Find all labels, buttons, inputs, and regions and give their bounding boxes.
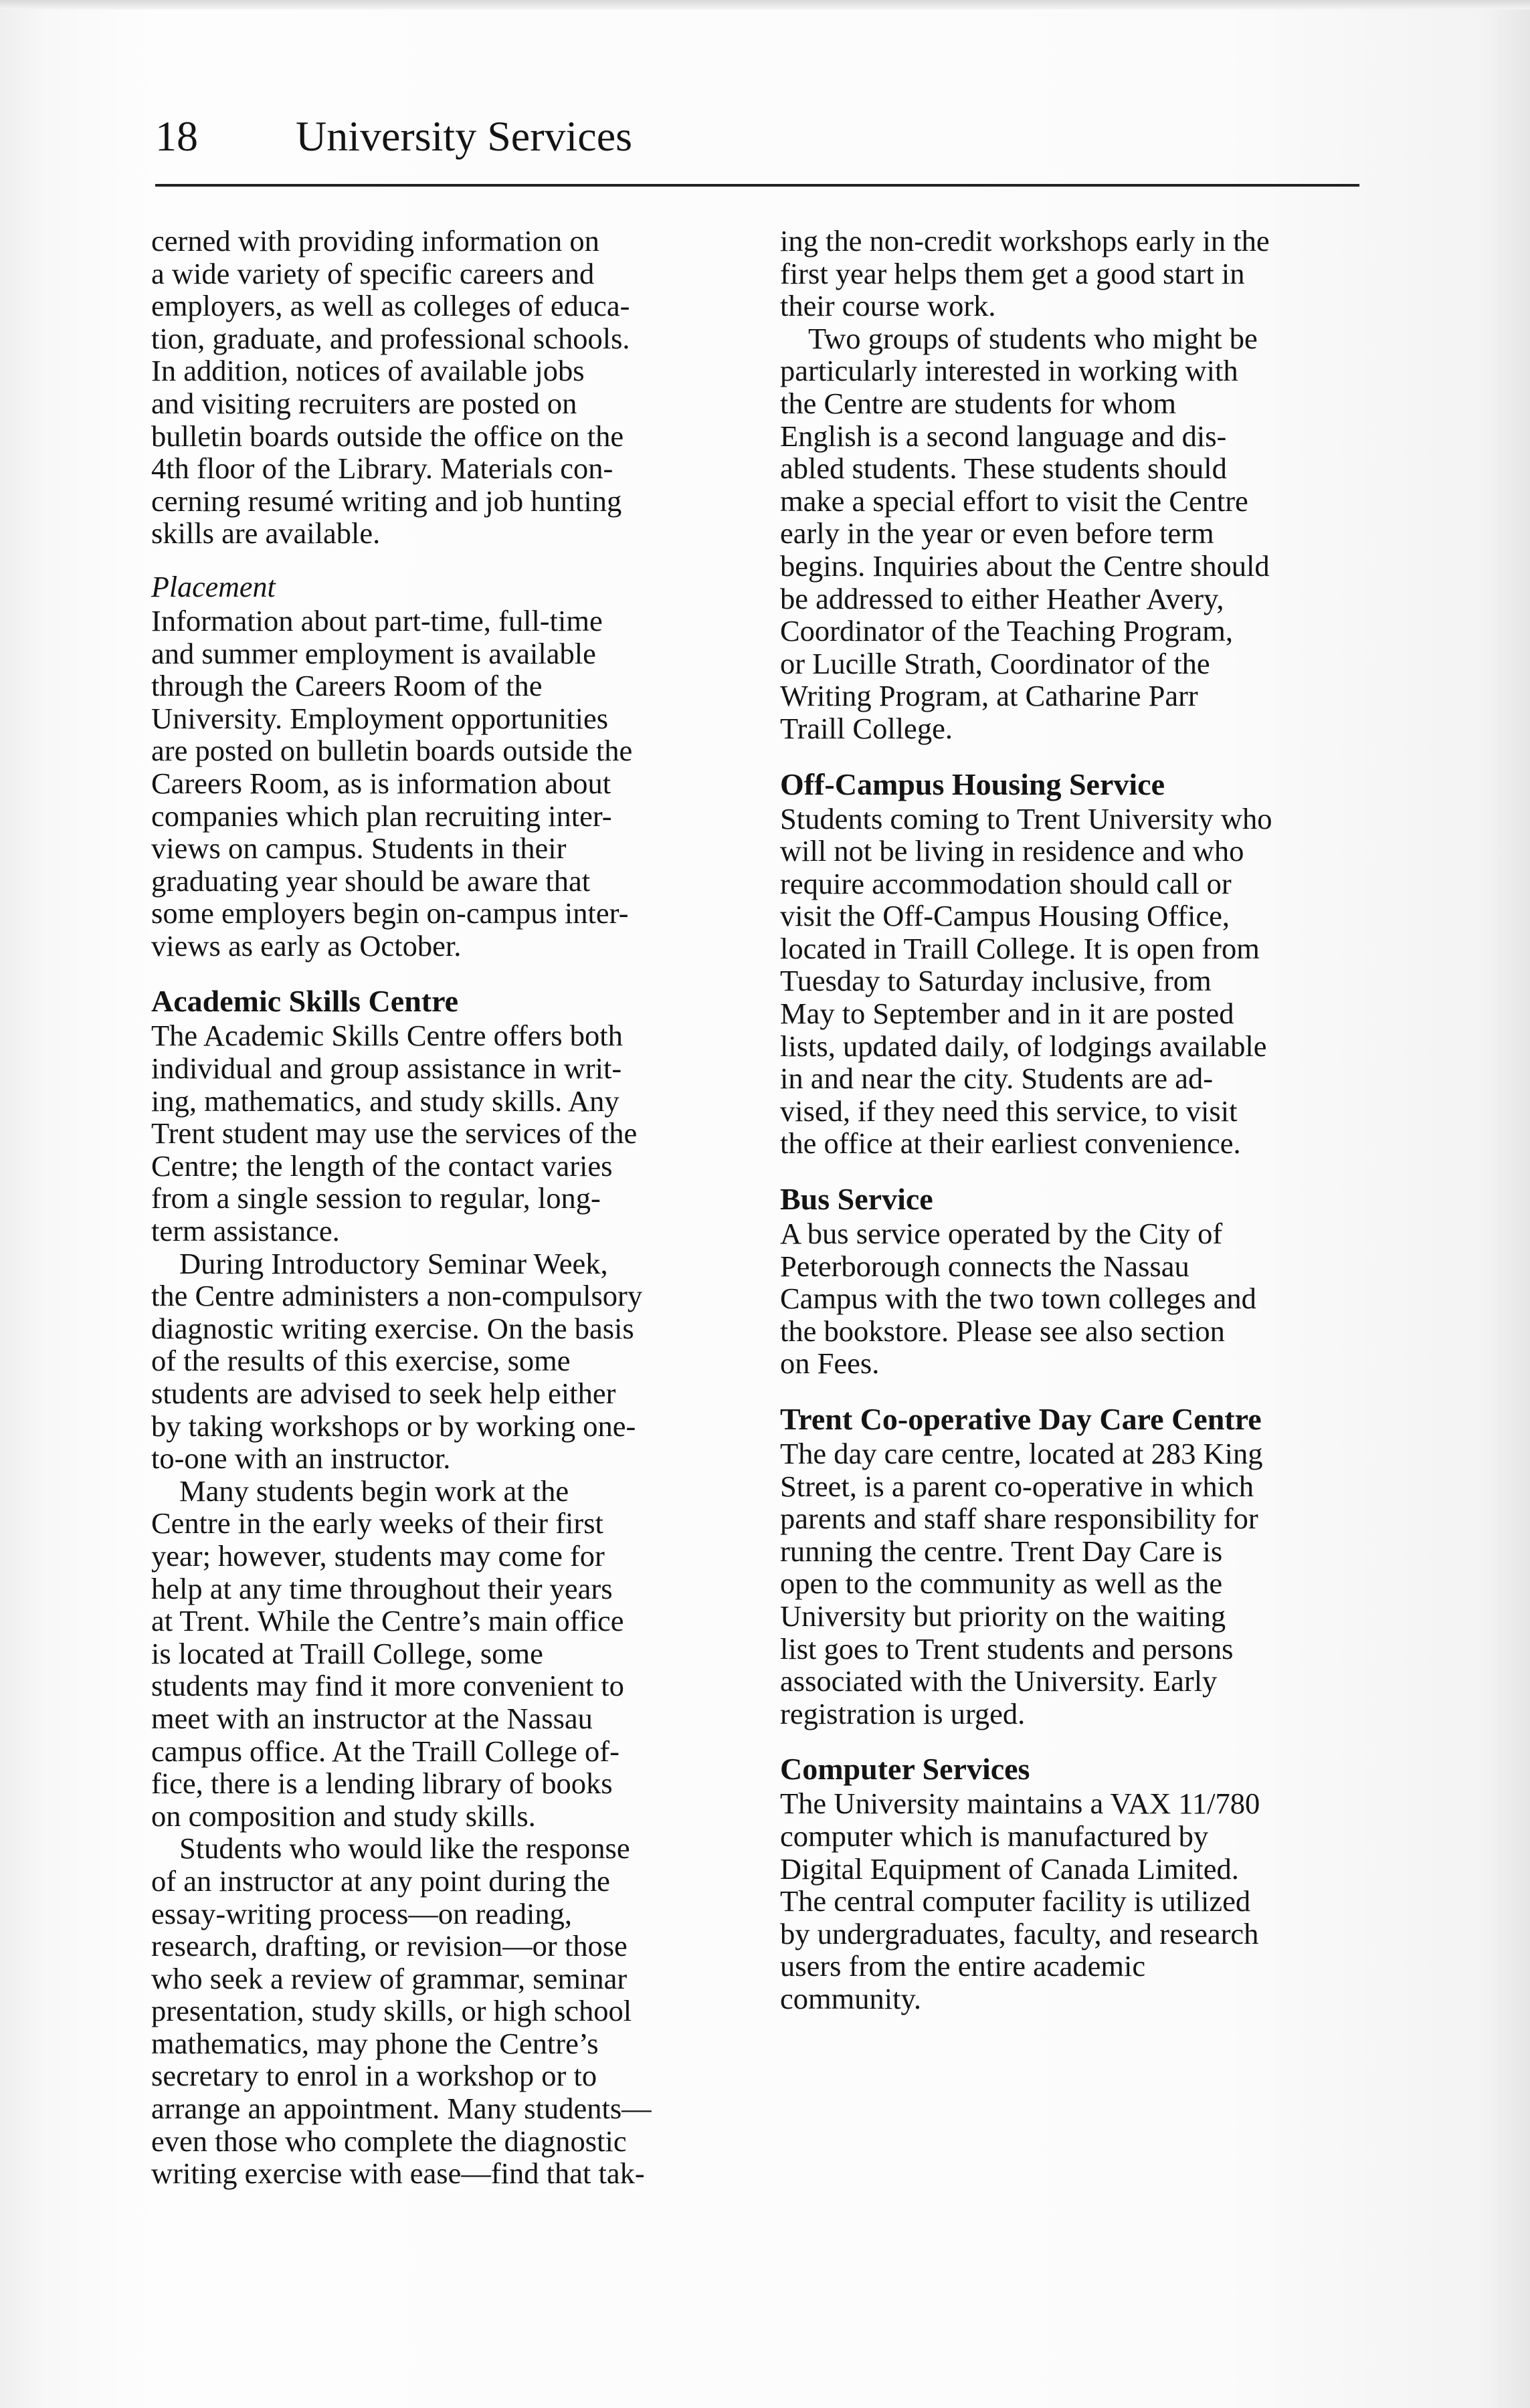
text-line: research, drafting, or revision—or those xyxy=(151,1929,628,1963)
text-line: or Lucille Strath, Coordinator of the xyxy=(780,646,1210,680)
text-line: Traill College. xyxy=(780,711,953,745)
text-line: open to the community as well as the xyxy=(780,1567,1223,1601)
text-line: Many students begin work at the xyxy=(179,1474,569,1508)
text-line: users from the entire academic xyxy=(780,1949,1146,1983)
text-line: ing, mathematics, and study skills. Any xyxy=(151,1084,619,1118)
text-line: writing exercise with ease—find that tak- xyxy=(151,2156,645,2191)
text-line: registration is urged. xyxy=(780,1696,1026,1730)
right-column xyxy=(780,225,1369,2015)
text-line: Students who would like the response xyxy=(179,1831,630,1866)
text-line: will not be living in residence and who xyxy=(780,834,1244,868)
text-line: year; however, students may come for xyxy=(151,1538,605,1573)
text-line: is located at Traill College, some xyxy=(151,1636,543,1670)
placement-heading: Placement xyxy=(151,570,276,603)
housing-paragraph xyxy=(780,803,1369,1161)
text-line: tion, graduate, and professional schools. xyxy=(151,321,630,355)
page-number: 18 xyxy=(155,112,198,160)
text-line: Centre; the length of the contact varies xyxy=(151,1148,613,1183)
text-line: essay-writing process—on reading, xyxy=(151,1896,573,1930)
text-line: some employers begin on-campus inter- xyxy=(151,896,629,930)
text-line: secretary to enrol in a workshop or to xyxy=(151,2059,597,2093)
text-line: require accommodation should call or xyxy=(780,866,1232,900)
academic-paragraph-1 xyxy=(151,1019,730,1247)
text-line: vised, if they need this service, to visit xyxy=(780,1094,1238,1128)
text-line: even those who complete the diagnostic xyxy=(151,2124,627,2158)
text-line: begins. Inquiries about the Centre should xyxy=(780,548,1270,583)
text-line: list goes to Trent students and persons xyxy=(780,1631,1234,1666)
header-rule xyxy=(155,184,1359,187)
computer-paragraph xyxy=(780,1787,1369,2015)
text-line: located in Traill College. It is open from xyxy=(780,931,1260,965)
text-line: arrange an appointment. Many students— xyxy=(151,2092,652,2126)
text-line: the bookstore. Please see also section xyxy=(780,1314,1225,1348)
bus-heading: Bus Service xyxy=(780,1182,933,1217)
text-line: The University maintains a VAX 11/780 xyxy=(780,1787,1260,1821)
text-line: Careers Room, as is information about xyxy=(151,766,611,800)
text-line: the Centre administers a non-compulsory xyxy=(151,1279,643,1313)
text-line: associated with the University. Early xyxy=(780,1664,1218,1698)
text-line: skills are available. xyxy=(151,516,381,550)
text-line: abled students. These students should xyxy=(780,452,1227,486)
text-line: term assistance. xyxy=(151,1214,340,1248)
text-line: early in the year or even before term xyxy=(780,516,1214,550)
text-line: running the centre. Trent Day Care is xyxy=(780,1534,1223,1568)
text-line: in and near the city. Students are ad- xyxy=(780,1062,1214,1096)
text-line: of an instructor at any point during the xyxy=(151,1864,610,1898)
text-line: Peterborough connects the Nassau xyxy=(780,1249,1189,1283)
page-header xyxy=(155,112,1359,160)
text-line: Writing Program, at Catharine Parr xyxy=(780,679,1198,713)
text-line: a wide variety of specific careers and xyxy=(151,256,595,290)
text-line: A bus service operated by the City of xyxy=(780,1217,1223,1251)
academic-paragraph-3 xyxy=(151,1475,730,1833)
academic-skills-heading: Academic Skills Centre xyxy=(151,984,459,1019)
text-line: ing the non-credit workshops early in the xyxy=(780,224,1270,258)
text-line: campus office. At the Traill College of- xyxy=(151,1734,619,1768)
text-line: of the results of this exercise, some xyxy=(151,1344,571,1378)
text-line: May to September and in it are posted xyxy=(780,997,1234,1031)
text-line: and visiting recruiters are posted on xyxy=(151,386,577,420)
careers-paragraph-continued xyxy=(151,225,730,550)
text-line: During Introductory Seminar Week, xyxy=(179,1246,608,1280)
text-line: diagnostic writing exercise. On the basis xyxy=(151,1311,634,1345)
academic-paragraph-2 xyxy=(151,1247,730,1475)
text-line: are posted on bulletin boards outside the xyxy=(151,734,633,768)
text-line: views as early as October. xyxy=(151,928,462,963)
text-line: to-one with an instructor. xyxy=(151,1441,451,1476)
text-line: University but priority on the waiting xyxy=(780,1599,1226,1633)
text-line: who seek a review of grammar, seminar xyxy=(151,1961,628,1995)
text-line: particularly interested in working with xyxy=(780,354,1238,388)
text-line: first year helps them get a good start in xyxy=(780,256,1245,290)
text-line: on composition and study skills. xyxy=(151,1799,536,1833)
academic-paragraph-4-continued xyxy=(780,225,1369,322)
text-line: views on campus. Students in their xyxy=(151,831,567,866)
text-line: parents and staff share responsibility for xyxy=(780,1502,1258,1536)
text-line: be addressed to either Heather Avery, xyxy=(780,581,1224,615)
text-line: Tuesday to Saturday inclusive, from xyxy=(780,964,1212,998)
text-line: meet with an instructor at the Nassau xyxy=(151,1701,593,1735)
text-line: presentation, study skills, or high school xyxy=(151,1994,632,2028)
text-line: fice, there is a lending library of books xyxy=(151,1767,613,1801)
academic-paragraph-4 xyxy=(151,1832,730,2190)
text-line: computer which is manufactured by xyxy=(780,1819,1209,1853)
text-line: make a special effort to visit the Centre xyxy=(780,484,1248,518)
text-line: employers, as well as colleges of educa- xyxy=(151,289,630,323)
text-line: lists, updated daily, of lodgings available xyxy=(780,1029,1267,1063)
text-line: at Trent. While the Centre’s main office xyxy=(151,1604,624,1638)
text-line: 4th floor of the Library. Materials con- xyxy=(151,452,613,486)
text-line: cerned with providing information on xyxy=(151,224,599,258)
text-line: cerning resumé writing and job hunting xyxy=(151,484,622,518)
text-line: The central computer facility is utilized xyxy=(780,1884,1251,1918)
text-line: community. xyxy=(780,1981,921,2015)
daycare-heading: Trent Co-operative Day Care Centre xyxy=(780,1402,1262,1436)
text-line: and summer employment is available xyxy=(151,636,596,670)
text-line: their course work. xyxy=(780,289,996,323)
academic-paragraph-5 xyxy=(780,322,1369,745)
left-column xyxy=(151,225,730,2190)
text-line: individual and group assistance in writ- xyxy=(151,1051,622,1086)
text-line: help at any time throughout their years xyxy=(151,1571,613,1605)
bus-paragraph xyxy=(780,1217,1369,1380)
text-line: students may find it more convenient to xyxy=(151,1669,624,1703)
text-line: Coordinator of the Teaching Program, xyxy=(780,614,1233,648)
text-line: Trent student may use the services of the xyxy=(151,1116,638,1150)
daycare-paragraph xyxy=(780,1437,1369,1730)
running-title: University Services xyxy=(296,112,632,160)
text-line: graduating year should be aware that xyxy=(151,864,591,898)
text-line: Students coming to Trent University who xyxy=(780,801,1272,835)
text-line: Digital Equipment of Canada Limited. xyxy=(780,1851,1239,1886)
text-line: the Centre are students for whom xyxy=(780,386,1176,420)
text-line: Centre in the early weeks of their first xyxy=(151,1506,603,1540)
text-line: by taking workshops or by working one- xyxy=(151,1409,636,1443)
text-line: Two groups of students who might be xyxy=(808,321,1258,355)
page-edge xyxy=(0,0,1530,9)
text-line: Information about part-time, full-time xyxy=(151,603,603,637)
text-line: students are advised to seek help either xyxy=(151,1377,616,1410)
text-line: The day care centre, located at 283 King xyxy=(780,1437,1263,1470)
text-line: mathematics, may phone the Centre’s xyxy=(151,2026,599,2060)
text-line: The Academic Skills Centre offers both xyxy=(151,1019,623,1053)
text-line: the office at their earliest convenience. xyxy=(780,1126,1241,1161)
computer-heading: Computer Services xyxy=(780,1752,1030,1787)
text-line: English is a second language and dis- xyxy=(780,419,1227,453)
text-line: In addition, notices of available jobs xyxy=(151,354,585,388)
placement-paragraph xyxy=(151,605,730,963)
text-line: companies which plan recruiting inter- xyxy=(151,799,612,833)
housing-heading: Off-Campus Housing Service xyxy=(780,767,1165,801)
text-line: Campus with the two town colleges and xyxy=(780,1282,1256,1316)
text-line: University. Employment opportunities xyxy=(151,701,609,735)
text-line: by undergraduates, faculty, and research xyxy=(780,1916,1259,1950)
text-line: visit the Off-Campus Housing Office, xyxy=(780,899,1230,933)
text-line: through the Careers Room of the xyxy=(151,669,543,703)
text-line: on Fees. xyxy=(780,1346,880,1381)
text-line: from a single session to regular, long- xyxy=(151,1181,601,1215)
text-line: Street, is a parent co-operative in which xyxy=(780,1469,1254,1503)
text-line: bulletin boards outside the office on the xyxy=(151,419,624,453)
